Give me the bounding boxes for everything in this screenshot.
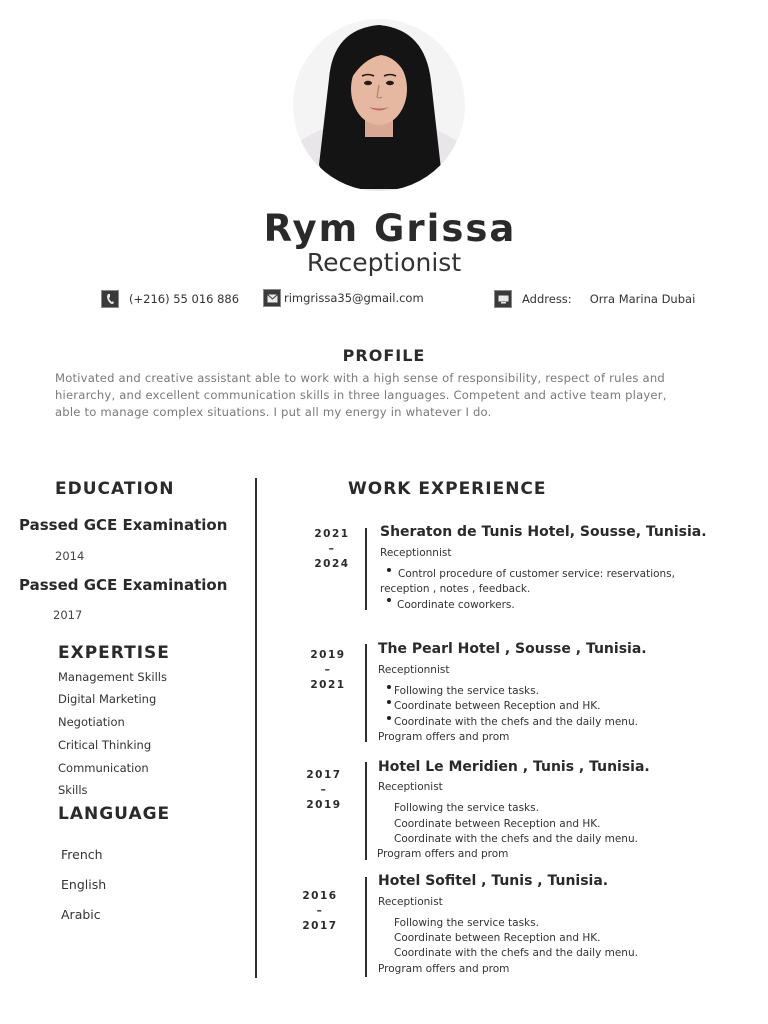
address-value: Orra Marina Dubai [589, 292, 696, 306]
job-years [294, 768, 354, 813]
portrait-image [293, 19, 465, 191]
column-divider [255, 478, 257, 978]
job-duty: reception , notes , feedback. [380, 583, 531, 595]
bullet-dot [387, 568, 391, 572]
job-role: Receptionist [378, 781, 443, 793]
bullet-dot [387, 700, 391, 704]
job-years [298, 648, 358, 693]
education-item-year: 2014 [55, 549, 85, 563]
job-duty: Coordinate with the chefs and the daily menu. [394, 947, 638, 959]
candidate-title: Receptionist [306, 248, 462, 277]
job-start-year: 2019 [310, 649, 346, 661]
bullet-dot [387, 716, 391, 720]
job-duty: Program offers and prom [377, 848, 509, 860]
expertise-item: Critical Thinking [58, 738, 152, 752]
phone-icon [101, 290, 119, 308]
job-duty: Coordinate coworkers. [397, 599, 515, 611]
job-duty: Program offers and prom [378, 963, 510, 975]
expertise-item: Digital Marketing [58, 692, 157, 706]
candidate-name: Rym Grissa [263, 207, 517, 250]
job-year-dash: – [320, 784, 328, 796]
job-end-year: 2021 [310, 679, 346, 691]
job-role: Receptionnist [380, 547, 452, 559]
education-item-name: Passed GCE Examination [19, 516, 228, 534]
language-item: Arabic [61, 907, 101, 922]
education-item-name: Passed GCE Examination [19, 576, 228, 594]
job-company: Hotel Sofitel , Tunis , Tunisia. [378, 873, 609, 889]
language-item: French [61, 847, 103, 862]
job-year-dash: – [316, 905, 324, 917]
job-company: Sheraton de Tunis Hotel, Sousse, Tunisia. [380, 524, 707, 540]
profile-line: hierarchy, and excellent communication skills in three languages. Competent and active team player, [55, 388, 667, 402]
job-company: The Pearl Hotel , Sousse , Tunisia. [378, 641, 647, 657]
address-label: Address: [522, 292, 572, 306]
expertise-heading: EXPERTISE [58, 643, 170, 663]
language-heading: LANGUAGE [58, 804, 171, 824]
job-start-year: 2017 [306, 769, 342, 781]
contact-address [494, 289, 695, 309]
expertise-item: Communication [58, 761, 149, 775]
education-item-year: 2017 [53, 608, 83, 622]
job-end-year: 2024 [314, 558, 350, 570]
job-timeline-bar [365, 762, 367, 860]
job-duty: Program offers and prom [378, 731, 510, 743]
job-start-year: 2021 [314, 528, 350, 540]
profile-summary [55, 370, 695, 421]
job-start-year: 2016 [302, 890, 338, 902]
job-years [290, 889, 350, 934]
job-role: Receptionist [378, 896, 443, 908]
bullet-dot [387, 685, 391, 689]
profile-line: Motivated and creative assistant able to work with a high sense of responsibility, respect of rules and [55, 371, 665, 385]
job-company: Hotel Le Meridien , Tunis , Tunisia. [378, 759, 650, 775]
email-icon [263, 289, 281, 307]
email-text: rimgrissa35@gmail.com [284, 291, 424, 305]
contact-email [263, 288, 424, 308]
job-duty: Following the service tasks. [394, 802, 539, 814]
job-timeline-bar [365, 528, 367, 610]
job-duty: Following the service tasks. [394, 685, 539, 697]
job-end-year: 2017 [302, 920, 338, 932]
work-heading: WORK EXPERIENCE [348, 479, 547, 499]
location-icon [494, 290, 512, 308]
contact-phone [101, 289, 239, 309]
bullet-dot [387, 598, 391, 602]
job-role: Receptionnist [378, 664, 450, 676]
expertise-item: Management Skills [58, 670, 167, 684]
job-duty: Coordinate with the chefs and the daily menu. [394, 716, 638, 728]
job-duty: Coordinate between Reception and HK. [394, 932, 601, 944]
job-duty: Coordinate with the chefs and the daily menu. [394, 833, 638, 845]
job-year-dash: – [324, 664, 332, 676]
job-timeline-bar [365, 877, 367, 977]
job-years [302, 527, 362, 572]
expertise-item: Negotiation [58, 715, 125, 729]
profile-line: able to manage complex situations. I put all my energy in whatever I do. [55, 405, 492, 419]
expertise-item: Skills [58, 783, 88, 797]
job-duty: Coordinate between Reception and HK. [394, 818, 601, 830]
profile-heading: PROFILE [342, 346, 426, 365]
job-year-dash: – [328, 543, 336, 555]
profile-photo [293, 19, 465, 191]
job-duty: Following the service tasks. [394, 917, 539, 929]
job-timeline-bar [365, 644, 367, 742]
job-end-year: 2019 [306, 799, 342, 811]
language-item: English [61, 877, 107, 892]
job-duty: Coordinate between Reception and HK. [394, 700, 601, 712]
job-duty: Control procedure of customer service: reservations, [398, 568, 675, 580]
education-heading: EDUCATION [55, 479, 175, 499]
phone-text: (+216) 55 016 886 [129, 292, 240, 306]
